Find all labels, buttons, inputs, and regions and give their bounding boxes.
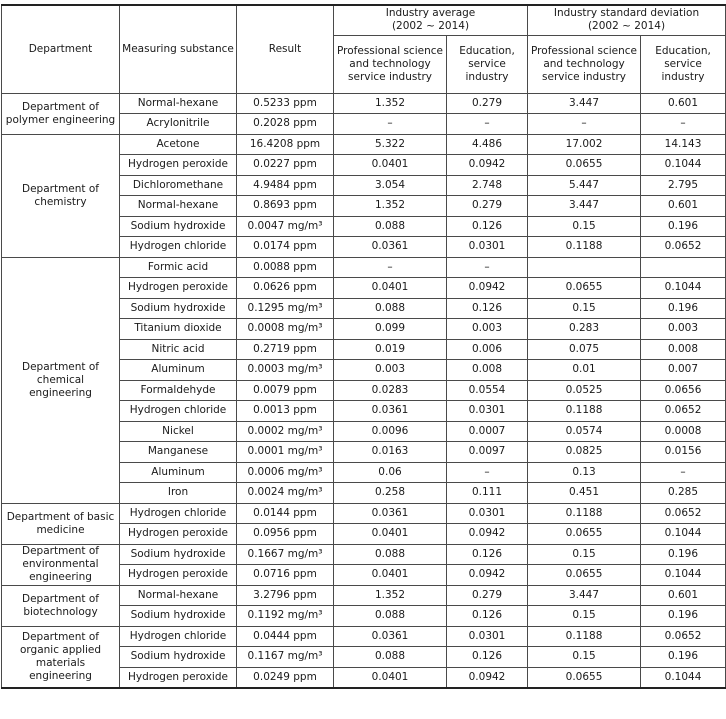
result-cell: 0.0956 ppm <box>237 524 334 545</box>
substance-cell: Manganese <box>120 442 237 463</box>
avg-education-cell: 0.279 <box>447 93 528 114</box>
avg-professional-cell: 0.0401 <box>334 155 447 176</box>
substance-cell: Sodium hydroxide <box>120 544 237 565</box>
sd-professional-cell: 0.451 <box>528 483 641 504</box>
sd-professional-cell: 0.0825 <box>528 442 641 463</box>
avg-professional-cell: 0.0163 <box>334 442 447 463</box>
avg-professional-cell: 0.258 <box>334 483 447 504</box>
result-cell: 0.0001 mg/m³ <box>237 442 334 463</box>
result-cell: 0.1667 mg/m³ <box>237 544 334 565</box>
avg-professional-cell: 0.0401 <box>334 667 447 688</box>
result-cell: 0.0088 ppm <box>237 257 334 278</box>
result-cell: 16.4208 ppm <box>237 134 334 155</box>
sd-education-cell: 14.143 <box>641 134 726 155</box>
sd-professional-cell: 3.447 <box>528 585 641 606</box>
avg-professional-cell: 0.099 <box>334 319 447 340</box>
header-sd-education: Education, service industry <box>641 35 726 93</box>
substance-cell: Aluminum <box>120 462 237 483</box>
avg-professional-cell: 0.0361 <box>334 626 447 647</box>
result-cell: 0.0227 ppm <box>237 155 334 176</box>
result-cell: 4.9484 ppm <box>237 175 334 196</box>
sd-education-cell: 0.601 <box>641 196 726 217</box>
header-avg-professional: Professional science and technology service industry <box>334 35 447 93</box>
avg-education-cell: 0.0942 <box>447 155 528 176</box>
sd-education-cell: 0.1044 <box>641 524 726 545</box>
sd-education-cell: 0.003 <box>641 319 726 340</box>
sd-professional-cell: 17.002 <box>528 134 641 155</box>
result-cell: 0.2028 ppm <box>237 114 334 135</box>
result-cell: 0.0003 mg/m³ <box>237 360 334 381</box>
substance-cell: Normal-hexane <box>120 93 237 114</box>
substance-cell: Nitric acid <box>120 339 237 360</box>
header-industry-average: Industry average (2002 ~ 2014) <box>334 5 528 35</box>
substance-cell: Aluminum <box>120 360 237 381</box>
avg-education-cell: – <box>447 257 528 278</box>
sd-education-cell: 0.1044 <box>641 155 726 176</box>
result-cell: 0.0249 ppm <box>237 667 334 688</box>
substance-cell: Hydrogen peroxide <box>120 524 237 545</box>
avg-education-cell: 0.0007 <box>447 421 528 442</box>
sd-education-cell: – <box>641 114 726 135</box>
sd-professional-cell: 0.0655 <box>528 565 641 586</box>
sd-professional-cell: 0.0574 <box>528 421 641 442</box>
sd-professional-cell: 0.1188 <box>528 401 641 422</box>
result-cell: 0.1192 mg/m³ <box>237 606 334 627</box>
result-cell: 0.0002 mg/m³ <box>237 421 334 442</box>
avg-professional-cell: – <box>334 257 447 278</box>
sd-education-cell: 0.007 <box>641 360 726 381</box>
department-cell: Department of organic applied materials engineering <box>2 626 120 688</box>
avg-education-cell: 0.0942 <box>447 667 528 688</box>
avg-education-cell: 0.279 <box>447 585 528 606</box>
sd-professional-cell: 0.1188 <box>528 503 641 524</box>
sd-education-cell: 0.601 <box>641 93 726 114</box>
sd-professional-cell <box>528 257 641 278</box>
table-row <box>2 503 726 524</box>
substance-cell: Sodium hydroxide <box>120 647 237 668</box>
substance-cell: Hydrogen peroxide <box>120 667 237 688</box>
avg-education-cell: 0.126 <box>447 544 528 565</box>
avg-education-cell: 0.126 <box>447 298 528 319</box>
sd-education-cell: 0.196 <box>641 298 726 319</box>
sd-professional-cell: 3.447 <box>528 93 641 114</box>
sd-education-cell: 0.196 <box>641 544 726 565</box>
substance-cell: Hydrogen peroxide <box>120 565 237 586</box>
substance-cell: Hydrogen peroxide <box>120 278 237 299</box>
substance-cell: Hydrogen chloride <box>120 401 237 422</box>
sd-education-cell: 0.1044 <box>641 278 726 299</box>
avg-education-cell: 0.0301 <box>447 401 528 422</box>
table-body <box>2 93 726 688</box>
sd-professional-cell: 3.447 <box>528 196 641 217</box>
sd-professional-cell: 0.1188 <box>528 237 641 258</box>
result-cell: 0.0008 mg/m³ <box>237 319 334 340</box>
result-cell: 0.0013 ppm <box>237 401 334 422</box>
avg-education-cell: 0.126 <box>447 216 528 237</box>
avg-professional-cell: 1.352 <box>334 585 447 606</box>
sd-education-cell: 0.196 <box>641 606 726 627</box>
sd-education-cell: 0.0652 <box>641 237 726 258</box>
sd-education-cell: – <box>641 462 726 483</box>
result-cell: 0.0144 ppm <box>237 503 334 524</box>
substance-cell: Normal-hexane <box>120 196 237 217</box>
sd-professional-cell: 0.15 <box>528 216 641 237</box>
sd-professional-cell: 0.0655 <box>528 667 641 688</box>
avg-professional-cell: 0.019 <box>334 339 447 360</box>
avg-education-cell: 0.0301 <box>447 237 528 258</box>
result-cell: 0.8693 ppm <box>237 196 334 217</box>
sd-education-cell: 0.0652 <box>641 401 726 422</box>
measurement-table <box>1 4 726 689</box>
avg-education-cell: 0.126 <box>447 606 528 627</box>
avg-professional-cell: – <box>334 114 447 135</box>
header-sd-professional: Professional science and technology service industry <box>528 35 641 93</box>
substance-cell: Dichloromethane <box>120 175 237 196</box>
sd-education-cell: 0.196 <box>641 216 726 237</box>
sd-professional-cell: – <box>528 114 641 135</box>
substance-cell: Iron <box>120 483 237 504</box>
substance-cell: Sodium hydroxide <box>120 606 237 627</box>
table-header <box>2 5 726 93</box>
header-avg-education: Education, service industry <box>447 35 528 93</box>
avg-professional-cell: 0.06 <box>334 462 447 483</box>
avg-education-cell: 2.748 <box>447 175 528 196</box>
substance-cell: Hydrogen chloride <box>120 626 237 647</box>
department-cell: Department of environmental engineering <box>2 544 120 585</box>
avg-professional-cell: 0.0361 <box>334 237 447 258</box>
result-cell: 0.0024 mg/m³ <box>237 483 334 504</box>
avg-professional-cell: 0.003 <box>334 360 447 381</box>
substance-cell: Hydrogen peroxide <box>120 155 237 176</box>
department-cell: Department of chemical engineering <box>2 257 120 503</box>
sd-professional-cell: 0.0655 <box>528 155 641 176</box>
avg-professional-cell: 0.0401 <box>334 278 447 299</box>
table-row <box>2 134 726 155</box>
substance-cell: Formic acid <box>120 257 237 278</box>
substance-cell: Normal-hexane <box>120 585 237 606</box>
substance-cell: Acrylonitrile <box>120 114 237 135</box>
sd-professional-cell: 0.01 <box>528 360 641 381</box>
avg-education-cell: 0.006 <box>447 339 528 360</box>
avg-education-cell: 0.0301 <box>447 626 528 647</box>
sd-professional-cell: 0.0525 <box>528 380 641 401</box>
avg-professional-cell: 0.0096 <box>334 421 447 442</box>
header-result: Result <box>237 5 334 93</box>
result-cell: 0.1295 mg/m³ <box>237 298 334 319</box>
avg-professional-cell: 0.0361 <box>334 503 447 524</box>
sd-professional-cell: 0.075 <box>528 339 641 360</box>
result-cell: 0.0626 ppm <box>237 278 334 299</box>
sd-education-cell: 0.601 <box>641 585 726 606</box>
avg-education-cell: 0.0942 <box>447 524 528 545</box>
avg-professional-cell: 0.088 <box>334 216 447 237</box>
avg-education-cell: 0.0097 <box>447 442 528 463</box>
sd-education-cell: 0.008 <box>641 339 726 360</box>
result-cell: 3.2796 ppm <box>237 585 334 606</box>
header-substance: Measuring substance <box>120 5 237 93</box>
substance-cell: Acetone <box>120 134 237 155</box>
sd-education-cell <box>641 257 726 278</box>
sd-education-cell: 0.285 <box>641 483 726 504</box>
avg-education-cell: 0.126 <box>447 647 528 668</box>
department-cell: Department of basic medicine <box>2 503 120 544</box>
sd-education-cell: 0.1044 <box>641 565 726 586</box>
substance-cell: Nickel <box>120 421 237 442</box>
avg-professional-cell: 3.054 <box>334 175 447 196</box>
table-row <box>2 93 726 114</box>
sd-education-cell: 0.0008 <box>641 421 726 442</box>
avg-professional-cell: 0.0401 <box>334 565 447 586</box>
sd-education-cell: 0.1044 <box>641 667 726 688</box>
result-cell: 0.0716 ppm <box>237 565 334 586</box>
sd-professional-cell: 0.283 <box>528 319 641 340</box>
avg-education-cell: 0.0554 <box>447 380 528 401</box>
substance-cell: Hydrogen chloride <box>120 503 237 524</box>
sd-professional-cell: 5.447 <box>528 175 641 196</box>
sd-professional-cell: 0.15 <box>528 647 641 668</box>
department-cell: Department of chemistry <box>2 134 120 257</box>
result-cell: 0.1167 mg/m³ <box>237 647 334 668</box>
sd-professional-cell: 0.15 <box>528 298 641 319</box>
result-cell: 0.5233 ppm <box>237 93 334 114</box>
substance-cell: Formaldehyde <box>120 380 237 401</box>
sd-professional-cell: 0.15 <box>528 606 641 627</box>
avg-education-cell: 0.279 <box>447 196 528 217</box>
sd-professional-cell: 0.15 <box>528 544 641 565</box>
sd-education-cell: 0.0656 <box>641 380 726 401</box>
avg-professional-cell: 1.352 <box>334 196 447 217</box>
table-row <box>2 544 726 565</box>
avg-professional-cell: 5.322 <box>334 134 447 155</box>
avg-education-cell: 0.003 <box>447 319 528 340</box>
avg-education-cell: – <box>447 462 528 483</box>
sd-education-cell: 0.0652 <box>641 503 726 524</box>
avg-professional-cell: 0.088 <box>334 298 447 319</box>
result-cell: 0.0006 mg/m³ <box>237 462 334 483</box>
sd-education-cell: 0.196 <box>641 647 726 668</box>
avg-professional-cell: 0.0283 <box>334 380 447 401</box>
table-row <box>2 585 726 606</box>
department-cell: Department of biotechnology <box>2 585 120 626</box>
sd-professional-cell: 0.0655 <box>528 278 641 299</box>
result-cell: 0.0444 ppm <box>237 626 334 647</box>
substance-cell: Sodium hydroxide <box>120 216 237 237</box>
table-row <box>2 626 726 647</box>
substance-cell: Titanium dioxide <box>120 319 237 340</box>
result-cell: 0.0079 ppm <box>237 380 334 401</box>
result-cell: 0.0047 mg/m³ <box>237 216 334 237</box>
sd-professional-cell: 0.13 <box>528 462 641 483</box>
avg-education-cell: – <box>447 114 528 135</box>
avg-education-cell: 0.0301 <box>447 503 528 524</box>
header-department: Department <box>2 5 120 93</box>
header-industry-sd: Industry standard deviation (2002 ~ 2014) <box>528 5 726 35</box>
avg-professional-cell: 0.0361 <box>334 401 447 422</box>
result-cell: 0.0174 ppm <box>237 237 334 258</box>
sd-education-cell: 2.795 <box>641 175 726 196</box>
avg-professional-cell: 0.088 <box>334 647 447 668</box>
avg-professional-cell: 1.352 <box>334 93 447 114</box>
substance-cell: Sodium hydroxide <box>120 298 237 319</box>
table-row <box>2 257 726 278</box>
department-cell: Department of polymer engineering <box>2 93 120 134</box>
avg-education-cell: 0.111 <box>447 483 528 504</box>
substance-cell: Hydrogen chloride <box>120 237 237 258</box>
avg-education-cell: 0.0942 <box>447 278 528 299</box>
result-cell: 0.2719 ppm <box>237 339 334 360</box>
avg-professional-cell: 0.088 <box>334 544 447 565</box>
sd-professional-cell: 0.0655 <box>528 524 641 545</box>
avg-education-cell: 0.008 <box>447 360 528 381</box>
sd-education-cell: 0.0652 <box>641 626 726 647</box>
avg-professional-cell: 0.0401 <box>334 524 447 545</box>
sd-professional-cell: 0.1188 <box>528 626 641 647</box>
avg-professional-cell: 0.088 <box>334 606 447 627</box>
avg-education-cell: 4.486 <box>447 134 528 155</box>
sd-education-cell: 0.0156 <box>641 442 726 463</box>
avg-education-cell: 0.0942 <box>447 565 528 586</box>
